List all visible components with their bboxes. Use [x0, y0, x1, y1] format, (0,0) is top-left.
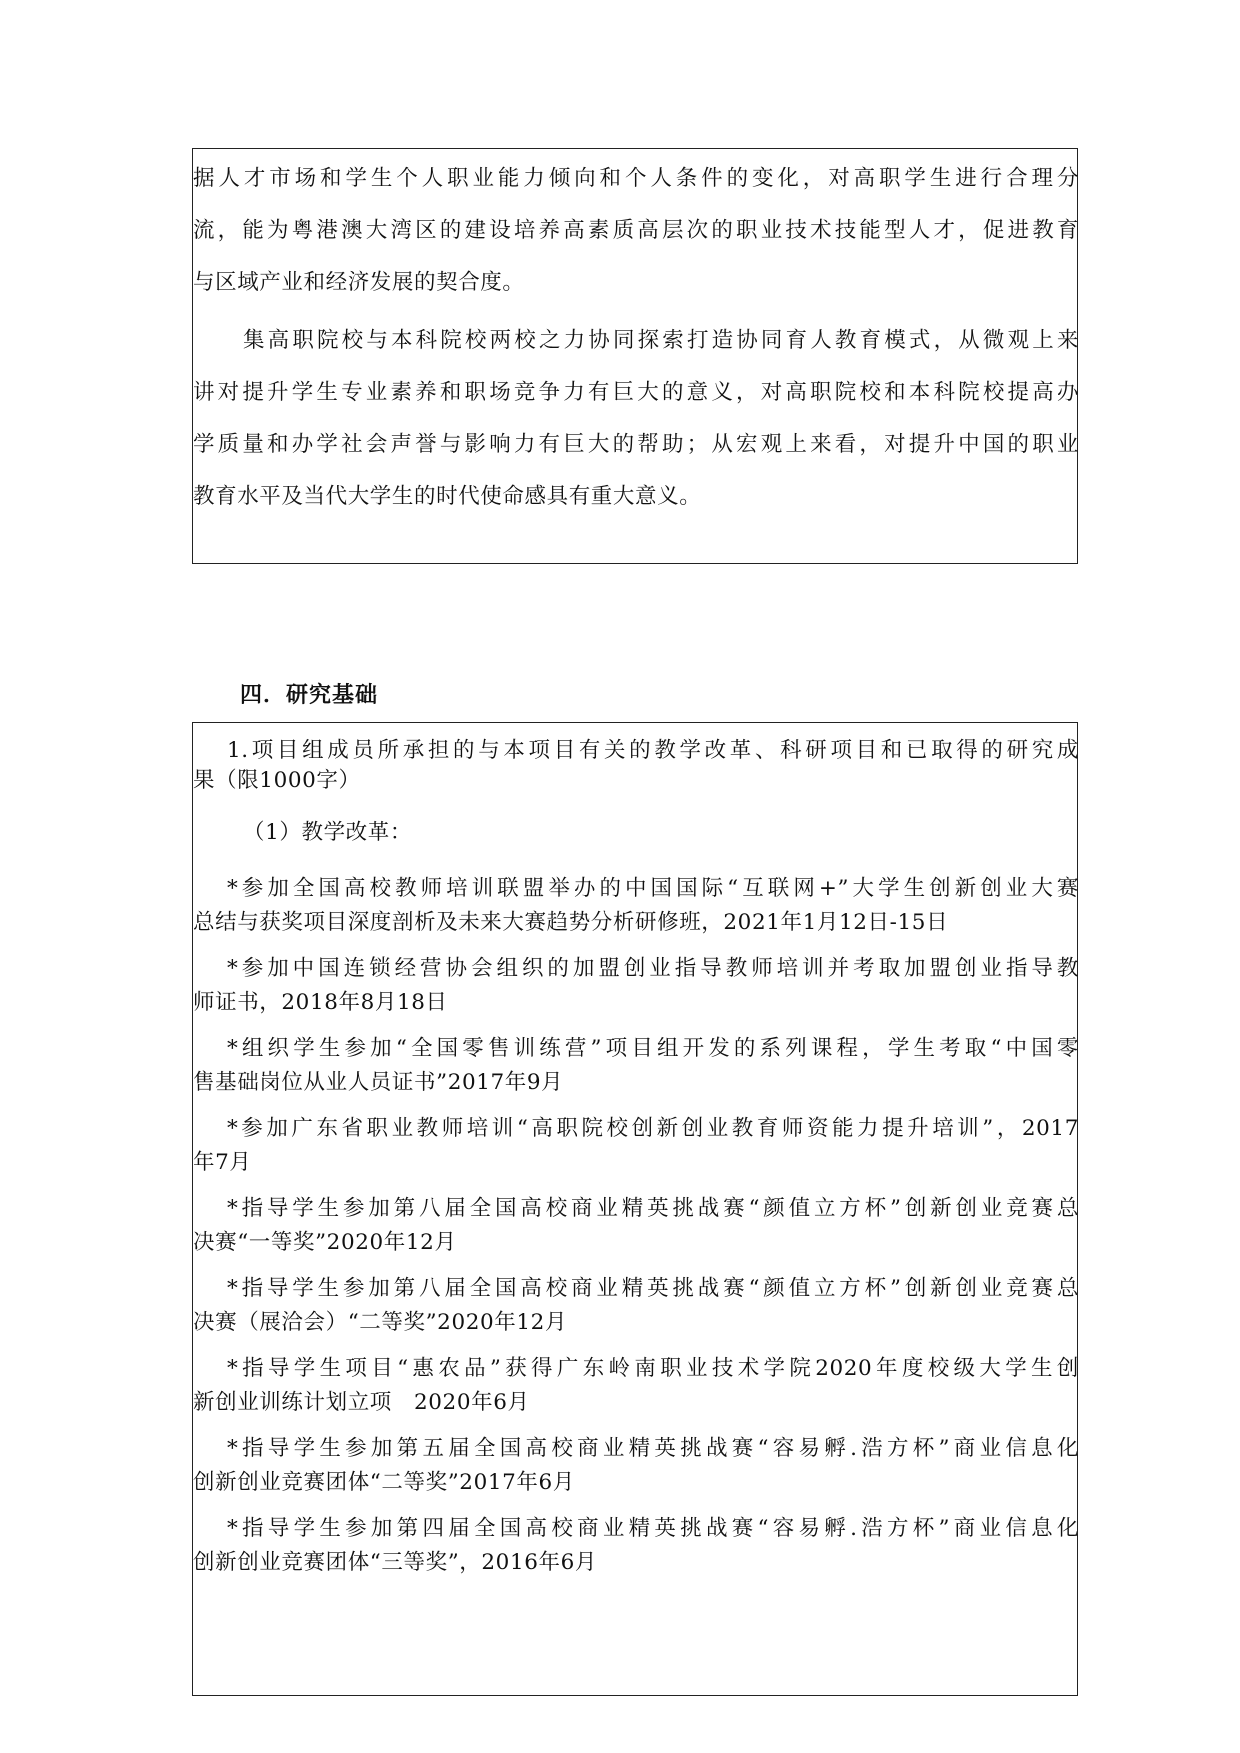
- paragraph-line: 集高职院校与本科院校两校之力协同探索打造协同育人教育模式，从微观上来: [243, 328, 1079, 353]
- list-item-line: 售基础岗位从业人员证书”2017年9月: [193, 1070, 564, 1095]
- list-item-line: *指导学生参加第八届全国高校商业精英挑战赛“颜值立方杯”创新创业竞赛总: [227, 1276, 1079, 1301]
- paragraph-line: 据人才市场和学生个人职业能力倾向和个人条件的变化，对高职学生进行合理分: [193, 166, 1079, 191]
- list-item-line: 决赛“一等奖”2020年12月: [193, 1230, 457, 1255]
- list-item-line: 创新创业竞赛团体“三等奖”，2016年6月: [193, 1550, 597, 1575]
- list-item-line: *参加全国高校教师培训联盟举办的中国国际“互联网+”大学生创新创业大赛: [227, 876, 1079, 901]
- paragraph-line: 果（限1000字）: [193, 768, 361, 793]
- paragraph-line: 1.项目组成员所承担的与本项目有关的教学改革、科研项目和已取得的研究成: [227, 738, 1079, 763]
- list-item-line: *组织学生参加“全国零售训练营”项目组开发的系列课程，学生考取“中国零: [227, 1036, 1079, 1061]
- paragraph-line: 与区域产业和经济发展的契合度。: [193, 270, 525, 295]
- list-item-line: 总结与获奖项目深度剖析及未来大赛趋势分析研修班，2021年1月12日-15日: [193, 910, 949, 935]
- paragraph-line: 流，能为粤港澳大湾区的建设培养高素质高层次的职业技术技能型人才，促进教育: [193, 218, 1079, 243]
- list-item-line: *参加中国连锁经营协会组织的加盟创业指导教师培训并考取加盟创业指导教: [227, 956, 1079, 981]
- list-item-line: *指导学生参加第八届全国高校商业精英挑战赛“颜值立方杯”创新创业竞赛总: [227, 1196, 1079, 1221]
- paragraph-line: 讲对提升学生专业素养和职场竞争力有巨大的意义，对高职院校和本科院校提高办: [193, 380, 1079, 405]
- list-item-line: *指导学生项目“惠农品”获得广东岭南职业技术学院2020年度校级大学生创: [227, 1356, 1079, 1381]
- list-item-line: *参加广东省职业教师培训“高职院校创新创业教育师资能力提升培训”，2017: [227, 1116, 1079, 1141]
- subheading-line: （1）教学改革：: [243, 820, 412, 845]
- list-item-line: 师证书，2018年8月18日: [193, 990, 448, 1015]
- paragraph-line: 学质量和办学社会声誉与影响力有巨大的帮助；从宏观上来看，对提升中国的职业: [193, 432, 1079, 457]
- section-heading: 四．研究基础: [240, 683, 379, 708]
- paragraph-line: 教育水平及当代大学生的时代使命感具有重大意义。: [193, 484, 702, 509]
- text-box-significance: [192, 148, 1078, 564]
- list-item-line: *指导学生参加第四届全国高校商业精英挑战赛“容易孵.浩方杯”商业信息化: [227, 1516, 1079, 1541]
- list-item-line: 新创业训练计划立项 2020年6月: [193, 1390, 530, 1415]
- list-item-line: *指导学生参加第五届全国高校商业精英挑战赛“容易孵.浩方杯”商业信息化: [227, 1436, 1079, 1461]
- text-box-research-foundation: [192, 722, 1078, 1696]
- list-item-line: 年7月: [193, 1150, 252, 1175]
- list-item-line: 创新创业竞赛团体“二等奖”2017年6月: [193, 1470, 575, 1495]
- list-item-line: 决赛（展洽会）“二等奖”2020年12月: [193, 1310, 568, 1335]
